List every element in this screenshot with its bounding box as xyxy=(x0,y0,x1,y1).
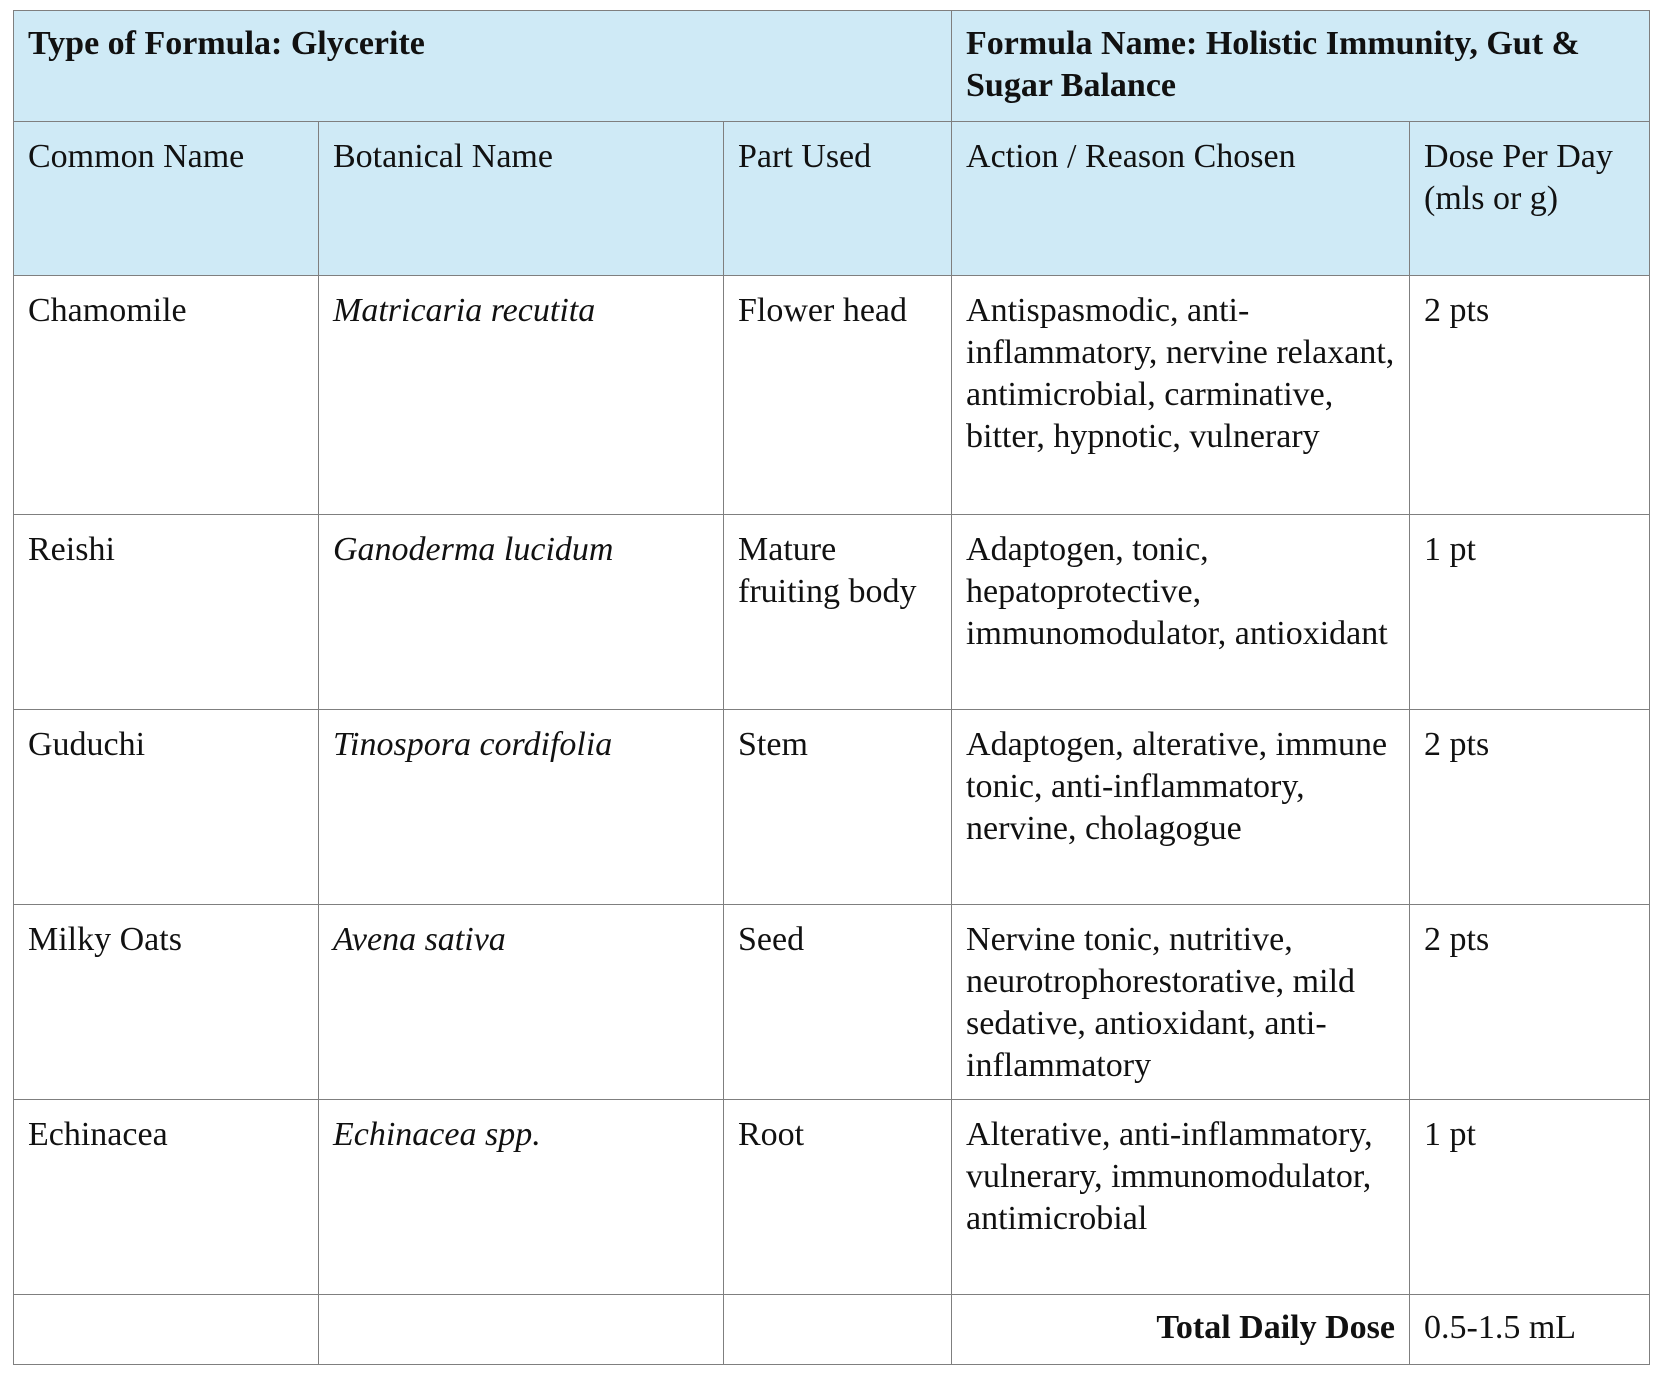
dose-cell: 2 pts xyxy=(1410,710,1650,905)
column-header-part-used: Part Used xyxy=(724,122,952,276)
common-name-cell: Echinacea xyxy=(14,1100,319,1295)
botanical-name-cell: Tinospora cordifolia xyxy=(319,710,724,905)
dose-cell: 2 pts xyxy=(1410,276,1650,515)
part-used-cell: Flower head xyxy=(724,276,952,515)
column-header-botanical-name: Botanical Name xyxy=(319,122,724,276)
botanical-name-cell: Matricaria recutita xyxy=(319,276,724,515)
table-row xyxy=(14,710,1650,905)
column-header-dose: Dose Per Day (mls or g) xyxy=(1410,122,1650,276)
table-row xyxy=(14,515,1650,710)
type-of-formula: Type of Formula: Glycerite xyxy=(14,11,952,122)
formula-table xyxy=(13,10,1650,1365)
common-name-cell: Chamomile xyxy=(14,276,319,515)
part-used-cell: Seed xyxy=(724,905,952,1100)
column-header-row xyxy=(14,122,1650,276)
part-used-cell: Mature fruiting body xyxy=(724,515,952,710)
formula-sheet xyxy=(13,10,1649,1365)
action-cell: Alterative, anti-inflammatory, vulnerary, immunomodulator, antimicrobial xyxy=(952,1100,1410,1295)
common-name-cell: Milky Oats xyxy=(14,905,319,1100)
action-cell: Antispasmodic, anti-inflammatory, nervine relaxant, antimicrobial, carminative, bitter, hypnotic, vulnerary xyxy=(952,276,1410,515)
botanical-name-cell: Echinacea spp. xyxy=(319,1100,724,1295)
dose-cell: 2 pts xyxy=(1410,905,1650,1100)
table-row xyxy=(14,905,1650,1100)
botanical-name-cell: Avena sativa xyxy=(319,905,724,1100)
action-cell: Nervine tonic, nutritive, neurotrophorestorative, mild sedative, antioxidant, anti-inflammatory xyxy=(952,905,1410,1100)
formula-name: Formula Name: Holistic Immunity, Gut & Sugar Balance xyxy=(952,11,1650,122)
total-daily-dose-value: 0.5-1.5 mL xyxy=(1410,1295,1650,1365)
total-row xyxy=(14,1295,1650,1365)
part-used-cell: Root xyxy=(724,1100,952,1295)
common-name-cell: Reishi xyxy=(14,515,319,710)
empty-cell xyxy=(14,1295,319,1365)
common-name-cell: Guduchi xyxy=(14,710,319,905)
formula-title-row xyxy=(14,11,1650,122)
column-header-action: Action / Reason Chosen xyxy=(952,122,1410,276)
action-cell: Adaptogen, tonic, hepatoprotective, immunomodulator, antioxidant xyxy=(952,515,1410,710)
part-used-cell: Stem xyxy=(724,710,952,905)
action-cell: Adaptogen, alterative, immune tonic, anti-inflammatory, nervine, cholagogue xyxy=(952,710,1410,905)
column-header-common-name: Common Name xyxy=(14,122,319,276)
botanical-name-cell: Ganoderma lucidum xyxy=(319,515,724,710)
empty-cell xyxy=(319,1295,724,1365)
total-daily-dose-label: Total Daily Dose xyxy=(952,1295,1410,1365)
empty-cell xyxy=(724,1295,952,1365)
dose-cell: 1 pt xyxy=(1410,1100,1650,1295)
table-row xyxy=(14,1100,1650,1295)
dose-cell: 1 pt xyxy=(1410,515,1650,710)
table-row xyxy=(14,276,1650,515)
